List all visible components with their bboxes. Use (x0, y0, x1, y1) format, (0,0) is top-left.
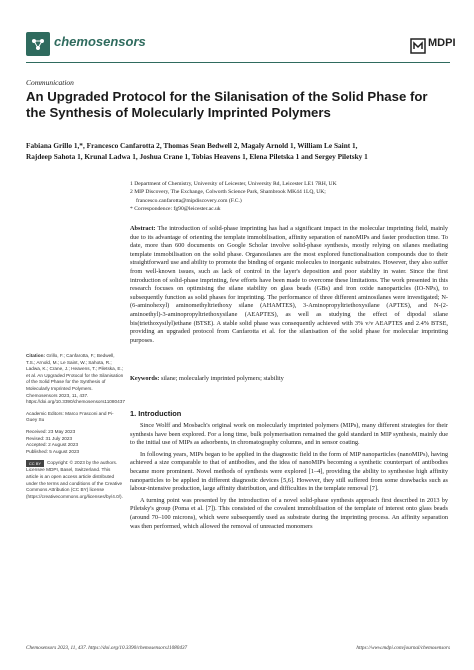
revised-date: Revised: 31 July 2023 (26, 435, 73, 441)
copyright-text: Copyright: © 2023 by the authors. Licensee MDPI, Basel, Switzerland. This article is an open access article distributed under the terms and conditions of the Creative Commons Attribution (CC BY) license (https://creativecommons.org/licenses/by/4.0/). (26, 460, 123, 499)
keywords-text: silane; molecularly imprinted polymers; stability (160, 375, 284, 382)
received-date: Received: 23 May 2023 (26, 428, 76, 434)
mdpi-logo-icon (410, 38, 426, 54)
publisher-name[interactable]: MDPI (428, 37, 456, 49)
journal-logo-icon (26, 32, 50, 56)
copyright-block (26, 460, 124, 500)
affiliation: 2 MIP Discovery, The Exchange, Colworth Science Park, Shambrook MK44 1LQ, UK; (130, 189, 326, 196)
keywords-label: Keywords: (130, 375, 160, 382)
accepted-date: Accepted: 2 August 2023 (26, 442, 79, 448)
page-footer (26, 645, 450, 651)
affiliation-email[interactable]: francesco.canfarotta@mipdiscovery.com (F.C.) (136, 197, 242, 204)
correspondence[interactable]: * Correspondence: fg90@leicester.ac.uk (130, 205, 221, 212)
article-sidebar (26, 353, 124, 505)
history-block (26, 429, 124, 455)
keywords (130, 375, 448, 384)
author-line: Rajdeep Sahota 1, Krunal Ladwa 1, Joshua Crane 1, Tobias Heavens 1, Elena Piletska 1 and Sergey Piletsky 1 (26, 152, 368, 161)
abstract (130, 225, 448, 345)
academic-editors: Academic Editors: Marco Frasconi and Pi-Guey Su (26, 410, 114, 423)
author-list (26, 140, 456, 162)
affiliation: 1 Department of Chemistry, University of Leicester, University Rd, Leicester LE1 7RH, UK (130, 181, 337, 187)
paragraph: In following years, MIPs began to be applied in the diagnostic field in the form of MIP nanoparticles (nanoMIPs), having achieved a size comparable to that of antibodies, and the idea of nanoMIPs becoming a synthetic counterpart of antibodies became more prominent. Novel methods of synthesis were explored [1–4], providing the ability to synthesise high affinity nanoparticles to be applied in different diagnostic devices [5,6]. However, they still suffered from some drawbacks such as labour-intensive production, large affinity distribution, and difficulties in the template removal [7]. (130, 450, 448, 493)
section-heading: 1. Introduction (130, 409, 182, 418)
published-date: Published: 5 August 2023 (26, 448, 80, 454)
introduction-body (130, 422, 448, 534)
affiliations (130, 180, 440, 213)
abstract-label: Abstract: (130, 225, 156, 232)
citation-block (26, 353, 124, 406)
cc-license-badge[interactable]: CC BY (26, 460, 44, 467)
header-divider (26, 62, 450, 63)
article-type: Communication (26, 78, 74, 87)
paragraph: A turning point was presented by the introduction of a novel solid-phase synthesis approach first described in 2013 by Piletsky's group (Poma et al. [7]). This consisted of the covalent immobilisation of the template of interest onto glass beads (around 70–100 microns), which were subsequently used as substrate during the imprinting process. An affinity separation was then performed, which allowed the removal of unreacted monomers (130, 496, 448, 530)
citation-label: Citation: (26, 353, 46, 358)
abstract-text: The introduction of solid-phase imprinting has had a significant impact in the molecular imprinting field, mainly due to its advantage of orienting the template immobilisation, affinity separation of nanoMIPs and faster production time. To date, more than 600 documents on Google Scholar involve solid-phase synthesis, mostly relying on silanes mediating template immobilisation on the solid phase. Organosilanes are the most explored functionalisation compounds due to their straightforward use and ability to promote the binding of organic molecules to inorganic substrates. However, they also suffer from well-known issues, such as lack of control in the layer's deposition and poor stability in water. Since the first introduction of solid-phase imprinting, few efforts have been made to overcome these limitations. The work presented in this research focuses on optimising the silane stability on glass beads (GBs) and iron oxide nanoparticles (IO-NPs), to subsequently function as solid phases for imprinting. The performance of three different aminosilanes were investigated; N-(6-aminohexyl) aminomethyltriethoxy silane (AHAMTES), 3-Aminopropyltriethoxysilane (APTES), and N-(2-aminoethyl)-3-aminopropyltriethoxysilane (AEAPTES), as well as studying the effect of dipodal silane bis(triethoxysilyl)ethane (BTSE). A stable solid phase was consequently achieved with 3% v/v AEAPTES and 2.4% BTSE, providing an upgraded protocol from Canfarotta et al. for the silanisation of the solid phase for molecular imprinting purposes. (130, 225, 448, 344)
footer-journal-url[interactable]: https://www.mdpi.com/journal/chemosensors (356, 645, 450, 651)
paragraph: Since Wolff and Mosbach's original work on molecularly imprinted polymers (MIPs), many different strategies for their synthesis have been explored. For a long time, bulk polymerisation remained the gold standard in MIP synthesis, mainly due to the initial use of MIPs as adsorbents, in chromatography columns, and in sensor coating. (130, 422, 448, 447)
citation-text[interactable]: Grillo, F.; Canfarotta, F.; Bedwell, T.S.; Arnold, M.; Le Saint, W.; Sahota, R.; Ladwa, K.; Crane, J.; Heavens, T.; Piletska, E.; et al. An Upgraded Protocol for the Silanisation of the Solid Phase for the Synthesis of Molecularly Imprinted Polymers. Chemosensors 2023, 11, 437. https://doi.org/10.3390/chemosensors11080437 (26, 353, 125, 405)
article-title: An Upgraded Protocol for the Silanisation of the Solid Phase for the Synthesis of Molecularly Imprinted Polymers (26, 89, 428, 120)
footer-citation[interactable]: Chemosensors 2023, 11, 437. https://doi.org/10.3390/chemosensors11080437 (26, 645, 188, 651)
journal-name[interactable]: chemosensors (54, 34, 146, 49)
author-line: Fabiana Grillo 1,*, Francesco Canfarotta 2, Thomas Sean Bedwell 2, Magaly Arnold 1, William Le Saint 1, (26, 141, 358, 150)
